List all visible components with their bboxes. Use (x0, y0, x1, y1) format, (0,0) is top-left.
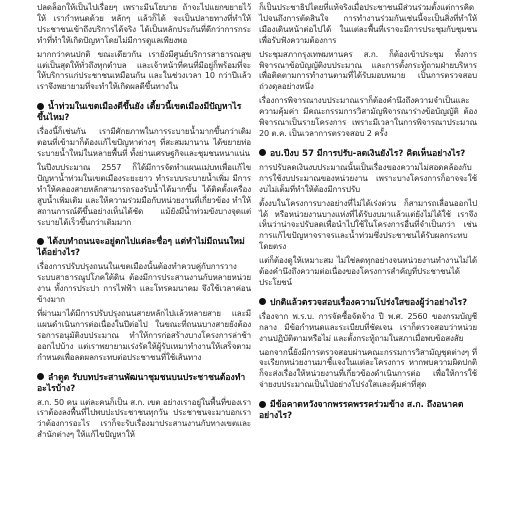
paragraph: เรื่องนี้ก็เช่นกัน เรามีศักยภาพในการระบายน้ำมากขึ้นกว่าเดิม ตอนที่เข้ามาก็ต้องแก้ไขปัญหาต่างๆ ที่สะสมมานาน ได้ขยายท่อระบายน้ำใหม่ในหลายพื้นที่ ทั้งย่านเศรษฐกิจและชุมชนหนาแน่น (37, 126, 251, 159)
left-column (37, 2, 251, 443)
paragraph: ก็เป็นประชาธิปไตยที่แท้จริงเมื่อประชาชนมีส่วนร่วมตั้งแต่การคิดไปจนถึงการตัดสินใจ การทำงานร่วมกันเช่นนี้จะเป็นสิ่งที่ทำให้เมืองเดินหน้าต่อไปได้ ในแต่ละพื้นที่เราจะมีการประชุมกับชุมชนเพื่อรับฟังความต้องการ (259, 2, 477, 45)
paragraph: ที่ผ่านมาได้มีการปรับปรุงถนนสายหลักไปแล้วหลายสาย และมีแผนดำเนินการต่อเนื่องในปีต่อไป ในขณะที่ถนนบางสายยังต้องรอการอนุมัติงบประมาณ ทำให้การก่อสร้างบางโครงการล่าช้าออกไปบ้าง แต่เราพยายามเร่งรัดให้ผู้รับเหมาทำงานให้เสร็จตามกำหนดเพื่อลดผลกระทบต่อประชาชนที่ใช้เส้นทาง (37, 308, 251, 362)
paragraph: ในปีงบประมาณ 2557 ก็ได้มีการจัดทำแผนแม่บทเพื่อแก้ไขปัญหาน้ำท่วมในเขตเมืองระยะยาว ทำระบบระบายน้ำเพิ่ม มีการทำให้คลองสายหลักสามารถรองรับน้ำได้มากขึ้น ได้ติดตั้งเครื่องสูบน้ำเพิ่มเติม และให้ความร่วมมือกับหน่วยงานที่เกี่ยวข้อง ทำให้สถานการณ์ดีขึ้นอย่างเห็นได้ชัด แม้ยังมีน้ำท่วมขังบางจุดแต่ระบายได้เร็วขึ้นกว่าเดิมมาก (37, 161, 251, 227)
paragraph: มากกว่าคนปกติ ขณะเดียวกัน เรายังมีศูนย์บริการสาธารณสุขแต่เป็นสุดให้ทั่วถึงทุกตำบล และเจ้าหน้าที่คนที่มีอยู่ก็พร้อมที่จะให้บริการแก่ประชาชนเหมือนกัน และในช่วงเวลา 10 กว่าปีแล้ว เราจึงพยายามที่จะทำให้เกิดผลดีขึ้นทางใน (37, 48, 251, 92)
paragraph: ตั้งงบในโครงการบางอย่างที่ไม่ได้เร่งด่วน ก็สามารถเลื่อนออกไปได้ หรือหน่วยงานบางแห่งที่ได้รับงบมาแล้วแต่ยังไม่ได้ใช้ เราจึงเห็นว่าน่าจะปรับลดเพื่อนำไปใช้ในโครงการอื่นที่จำเป็นกว่า เช่น การแก้ไขปัญหาจราจรและน้ำท่วมซึ่งประชาชนได้รับผลกระทบโดยตรง (259, 197, 477, 252)
paragraph: เรื่องจาก พ.ร.บ. การจัดซื้อจัดจ้าง ปี พ.ศ. 2560 ของกรมบัญชีกลาง มีข้อกำหนดและระเบียบที่ชัดเจน เราก็ตรวจสอบว่าหน่วยงานปฏิบัติตามหรือไม่ และตั้งกระทู้ถามในสภาเมื่อพบข้อสงสัย (259, 310, 477, 343)
question-heading (37, 237, 251, 259)
question-heading (37, 373, 251, 395)
question-heading (37, 102, 251, 124)
question-heading (259, 149, 477, 160)
bullet-icon (37, 373, 44, 380)
paragraph: เรื่องการพิจารณางบประมาณเราก็ต้องคำนึงถึงความจำเป็นและความคุ้มค่า มีคณะกรรมการวิสามัญพิจารณาร่างข้อบัญญัติ ต้องพิจารณาเป็นรายโครงการ เพราะมีเวลาในการพิจารณาประมาณ 20 ต.ค. เป็นเวลาการตรวจสอบ 2 ครั้ง (259, 95, 477, 138)
bullet-icon (259, 298, 266, 305)
right-column (259, 2, 477, 424)
question-text: ปกติแล้วตรวจสอบเรื่องความโปร่งใสของผู้ว่าอย่างไร? (270, 297, 468, 308)
question-text: ลำดูต รับบทประสานพัฒนาชุมชนบนประชาชนต้องทำอะไรบ้าง? (37, 372, 246, 394)
question-text: อบ.ปีงบ 57 มีการปรับ-ลดเงินยังไร? คิดเห็นอย่างไร? (270, 148, 466, 159)
bullet-icon (37, 238, 44, 245)
question-text: น้ำท่วมในเขตเมืองดีขึ้นยัง เตี้ยวนี้เขตเมืองมีปัญหาไรขึ้นไหม? (37, 102, 242, 124)
question-heading (259, 298, 477, 309)
paragraph: ปลดล็อกให้เป็นไปเรื่อยๆ เพราะมีนโยบาย ถ้าจะไปแยกขยายไว้ให้ เรากำหนดด้วย หลักๆ แล้วก็ได้ จะเป็นปลายทางที่ทำให้ประชาชนเข้าถึงบริการได้จริง ได้เป็นหลักประกันที่ดีกว่าการกระทำที่ทำให้เกิดปัญหาโดยไม่มีการดูแลเพียงพอ (37, 2, 251, 45)
paragraph: การปรับลดเงินงบประมาณนั้นเป็นเรื่องของความไม่สอดคล้องกับการใช้งบประมาณของหน่วยงาน เพราะบางโครงการก็อาจจะใช้งบไม่เต็มที่ทำให้ต้องมีการปรับ (259, 161, 477, 194)
question-text: ได้งบทำถนนจะอยู่ตกไปแต่ละชื่อๆ แต่ทำไม่มีถนนใหม่ได้อย่างไร? (37, 237, 245, 259)
paragraph: ประชุมสภากรุงเทพมหานคร ส.ก. ก็ต้องเข้าประชุม ทั้งการพิจารณาข้อบัญญัติงบประมาณ และการตั้งกระทู้ถามฝ่ายบริหาร เพื่อติดตามการทำงานตามที่ได้รับมอบหมาย เป็นการตรวจสอบถ่วงดุลอย่างหนึ่ง (259, 48, 477, 92)
question-text: มีข้อคาดหวังจากพรรคพรรคร่วมข้าง ส.ก. ถึงอนาคตอย่างไร? (259, 400, 464, 422)
question-heading (259, 400, 477, 422)
paragraph: นอกจากนี้ยังมีการตรวจสอบผ่านคณะกรรมการวิสามัญชุดต่างๆ ที่จะเรียกหน่วยงานมาชี้แจงในแต่ละโครงการ หากพบความผิดปกติก็จะส่งเรื่องให้หน่วยงานที่เกี่ยวข้องดำเนินการต่อ เพื่อให้การใช้จ่ายงบประมาณเป็นไปอย่างโปร่งใสและคุ้มค่าที่สุด (259, 346, 477, 390)
paragraph: แต่ก็ต้องดูให้เหมาะสม ไม่ใช่ลดทุกอย่างจนหน่วยงานทำงานไม่ได้ ต้องคำนึงถึงความต่อเนื่องของโครงการสำคัญที่ประชาชนได้ประโยชน์ (259, 255, 477, 287)
bullet-icon (259, 149, 266, 156)
bullet-icon (37, 103, 44, 110)
bullet-icon (259, 401, 266, 408)
paragraph: ส.ก. 50 คน แต่ละคนก็เป็น ส.ก. เขต อย่างเราอยู่ในพื้นที่ของเรา เราต้องลงพื้นที่ไปพบปะประชาชนทุกวัน ประชาชนจะมาบอกเราว่าต้องการอะไร เราก็จะรับเรื่องมาประสานงานกับทางเขตและสำนักต่างๆ ให้แก้ไขปัญหาให้ (37, 396, 251, 440)
paragraph: เรื่องการปรับปรุงถนนในเขตเมืองนั้นต้องทำควบคู่กับการวางระบบสาธารณูปโภคใต้ดิน ต้องมีการประสานงานกับหลายหน่วยงาน ทั้งการประปา การไฟฟ้า และโทรคมนาคม จึงใช้เวลาค่อนข้างมาก (37, 261, 251, 305)
